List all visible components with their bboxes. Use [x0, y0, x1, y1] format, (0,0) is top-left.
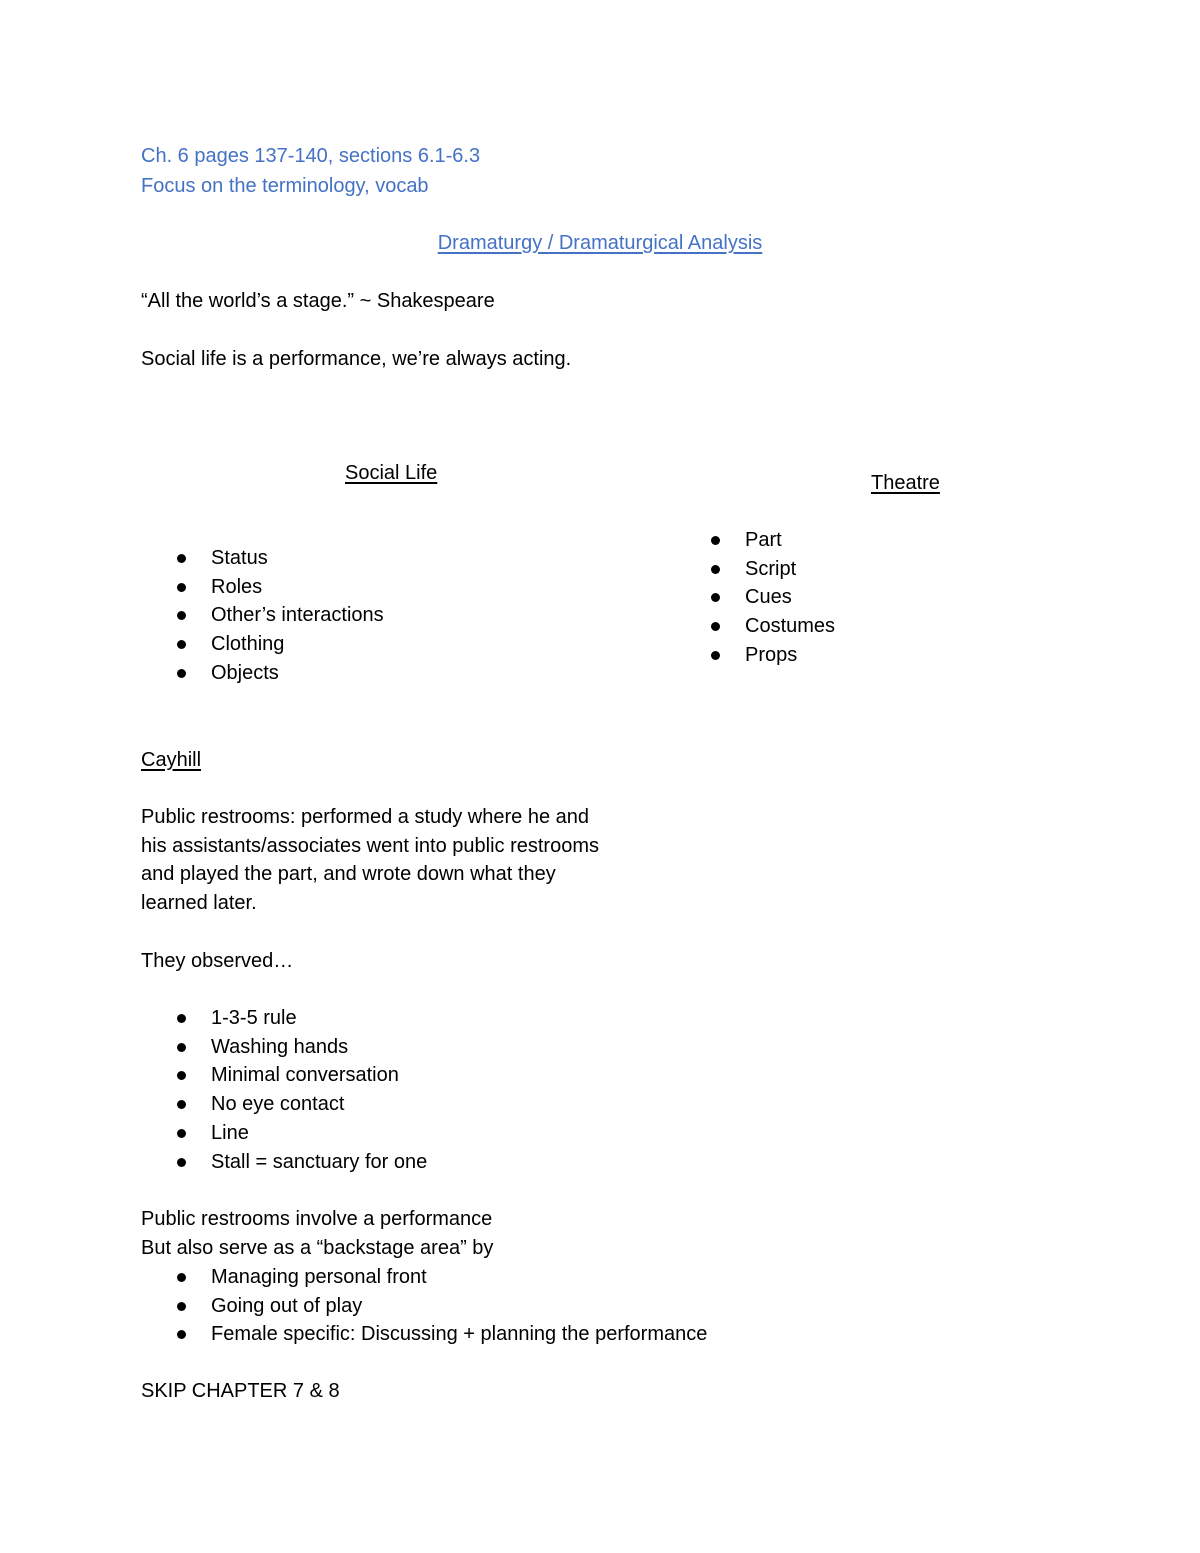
- backstage-line: But also serve as a “backstage area” by: [141, 1237, 494, 1259]
- list-item: Washing hands: [141, 1033, 427, 1062]
- list-item: Part: [675, 526, 835, 555]
- list-item: Stall = sanctuary for one: [141, 1148, 427, 1177]
- backstage-list: [141, 1263, 707, 1349]
- paragraph-line: his assistants/associates went into public restrooms: [141, 834, 599, 857]
- list-item: Costumes: [675, 612, 835, 641]
- performance-line: Public restrooms involve a performance: [141, 1208, 493, 1230]
- list-item: Props: [675, 641, 835, 670]
- cayhill-heading: Cayhill: [141, 749, 202, 771]
- list-item: Other’s interactions: [141, 601, 384, 630]
- social-life-list: [141, 544, 384, 688]
- list-item: Going out of play: [141, 1292, 707, 1321]
- list-item: Clothing: [141, 630, 384, 659]
- observed-list: [141, 1004, 427, 1176]
- list-item: Objects: [141, 659, 384, 688]
- chapter-reference: Ch. 6 pages 137-140, sections 6.1-6.3: [141, 145, 481, 167]
- focus-note: Focus on the terminology, vocab: [141, 175, 429, 197]
- list-item: No eye contact: [141, 1090, 427, 1119]
- shakespeare-quote: “All the world’s a stage.” ~ Shakespeare: [141, 290, 495, 312]
- list-item: 1-3-5 rule: [141, 1004, 427, 1033]
- list-item: Line: [141, 1119, 427, 1148]
- list-item: Cues: [675, 583, 835, 612]
- list-item: Status: [141, 544, 384, 573]
- cayhill-paragraph: [141, 803, 599, 917]
- list-item: Managing personal front: [141, 1263, 707, 1292]
- paragraph-line: Public restrooms: performed a study where he and: [141, 806, 589, 828]
- list-item: Script: [675, 555, 835, 584]
- list-item: Female specific: Discussing + planning the performance: [141, 1320, 707, 1349]
- list-item: Roles: [141, 573, 384, 602]
- paragraph-line: and played the part, and wrote down what they: [141, 863, 556, 886]
- page-title: Dramaturgy / Dramaturgical Analysis: [437, 232, 763, 254]
- social-life-heading: Social Life: [345, 462, 438, 484]
- social-life-statement: Social life is a performance, we’re always acting.: [141, 348, 572, 370]
- theatre-heading: Theatre: [871, 472, 940, 494]
- skip-note: SKIP CHAPTER 7 & 8: [141, 1380, 340, 1402]
- list-item: Minimal conversation: [141, 1061, 427, 1090]
- paragraph-line: learned later.: [141, 891, 257, 914]
- theatre-list: [675, 526, 835, 670]
- observed-intro: They observed…: [141, 950, 294, 972]
